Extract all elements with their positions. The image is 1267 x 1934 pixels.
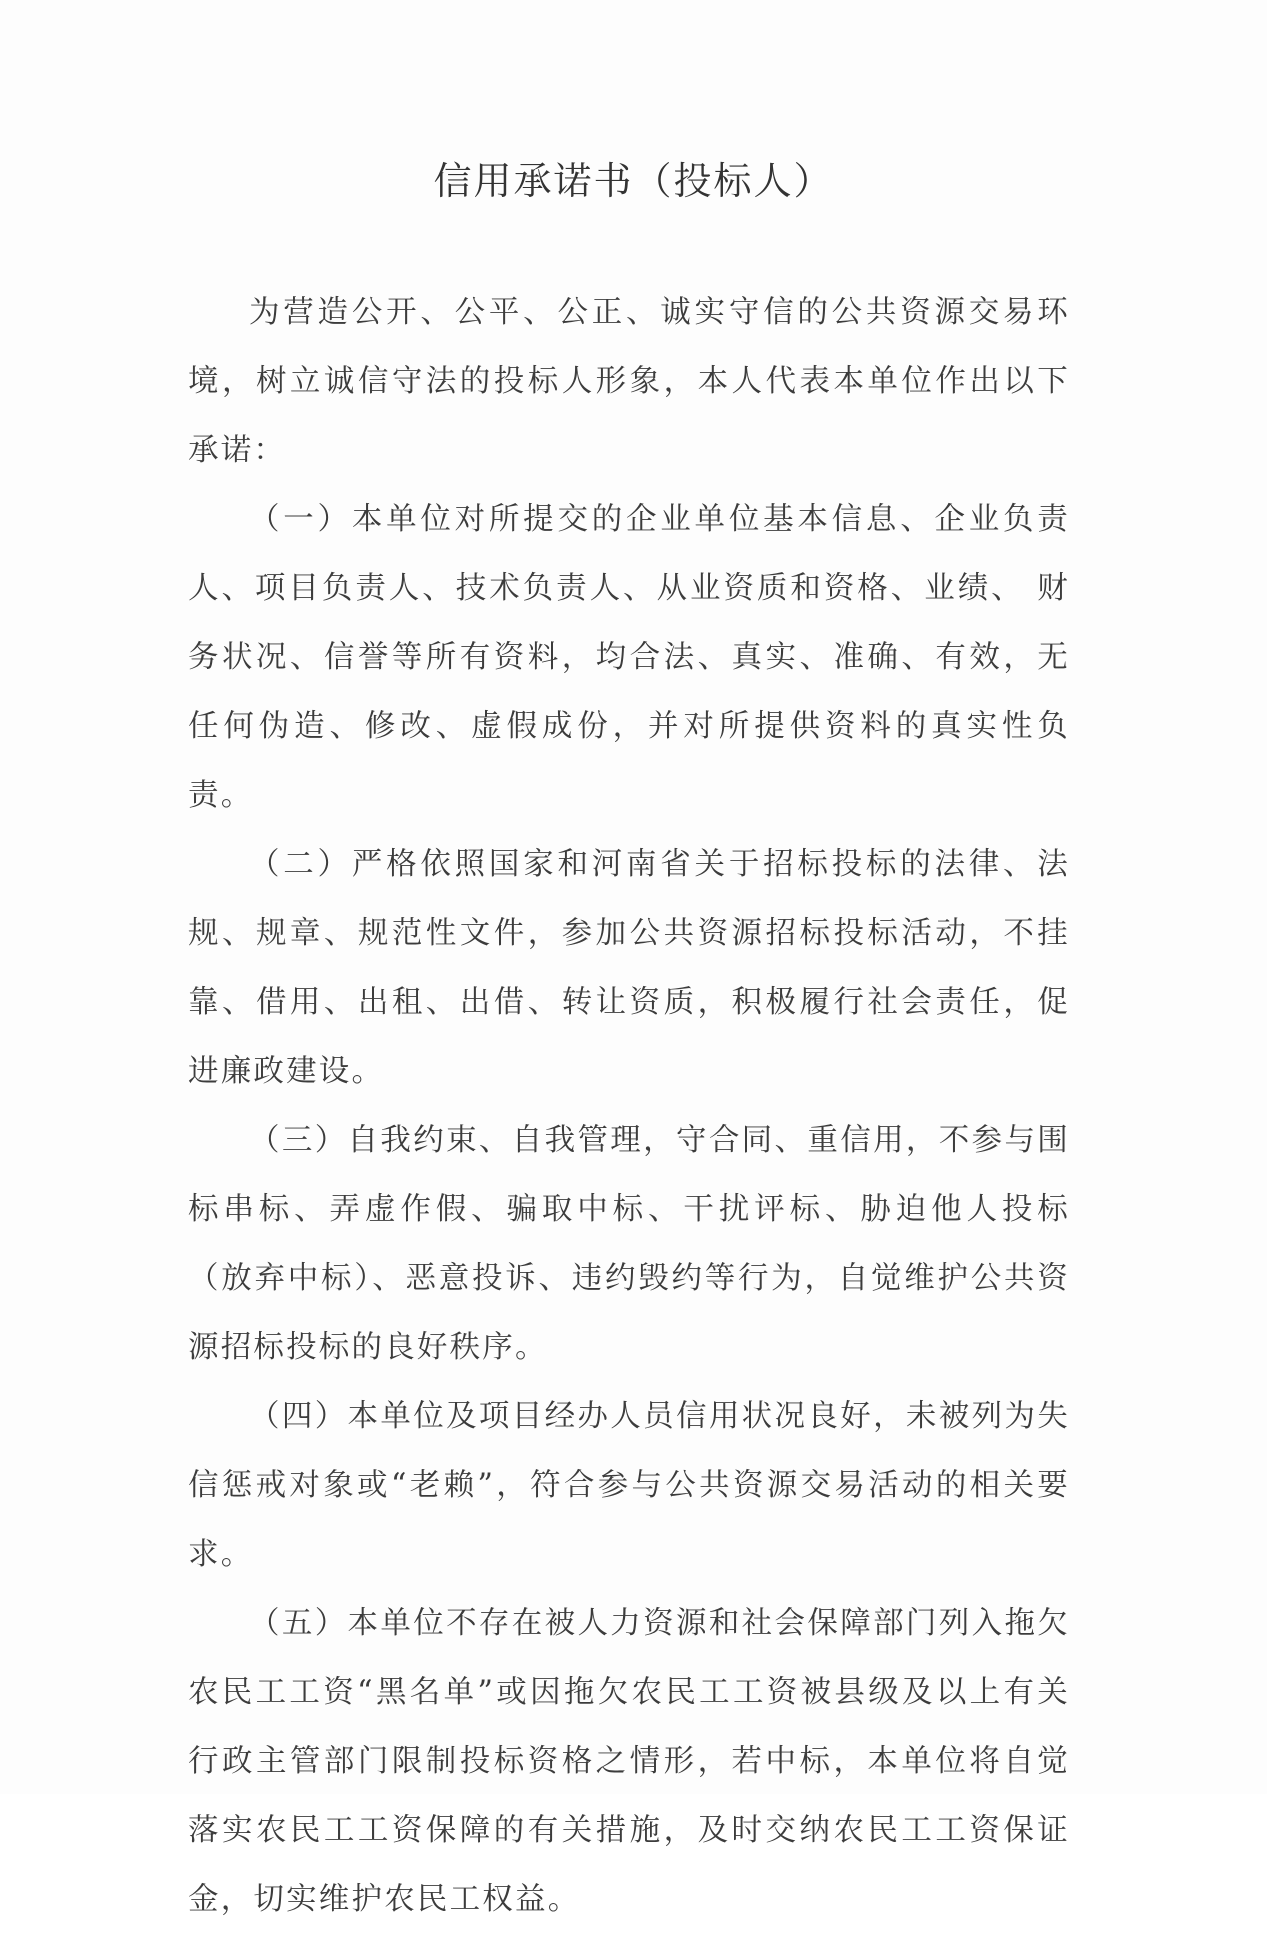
- paragraph-intro: 为营造公开、公平、公正、诚实守信的公共资源交易环境，树立诚信守法的投标人形象，本人代表本单位作出以下承诺：: [188, 295, 1070, 468]
- paragraph-commitment-4: （四）本单位及项目经办人员信用状况良好，未被列为失信惩戒对象或“老赖”，符合参与公共资源交易活动的相关要求。: [188, 1399, 1070, 1572]
- paragraph-commitment-5: （五）本单位不存在被人力资源和社会保障部门列入拖欠农民工工资“黑名单”或因拖欠农民工工资被县级及以上有关行政主管部门限制投标资格之情形，若中标，本单位将自觉落实农民工工资保障的有关措施，及时交纳农民工工资保证金，切实维护农民工权益。: [188, 1606, 1070, 1917]
- paragraph-commitment-3: （三）自我约束、自我管理，守合同、重信用，不参与围标串标、弄虚作假、骗取中标、干扰评标、胁迫他人投标（放弃中标）、恶意投诉、违约毁约等行为，自觉维护公共资源招标投标的良好秩序。: [188, 1123, 1070, 1365]
- paragraph-commitment-2: （二）严格依照国家和河南省关于招标投标的法律、法规、规章、规范性文件，参加公共资源招标投标活动，不挂靠、借用、出租、出借、转让资质，积极履行社会责任，促进廉政建设。: [188, 847, 1070, 1089]
- document-title: 信用承诺书（投标人）: [433, 159, 834, 203]
- paragraph-commitment-1: （一）本单位对所提交的企业单位基本信息、企业负责人、项目负责人、技术负责人、从业资质和资格、业绩、 财务状况、信誉等所有资料，均合法、真实、准确、有效，无任何伪造、修改、虚假成份，并对所提供资料的真实性负责。: [188, 502, 1070, 813]
- document-body: [188, 278, 1070, 1934]
